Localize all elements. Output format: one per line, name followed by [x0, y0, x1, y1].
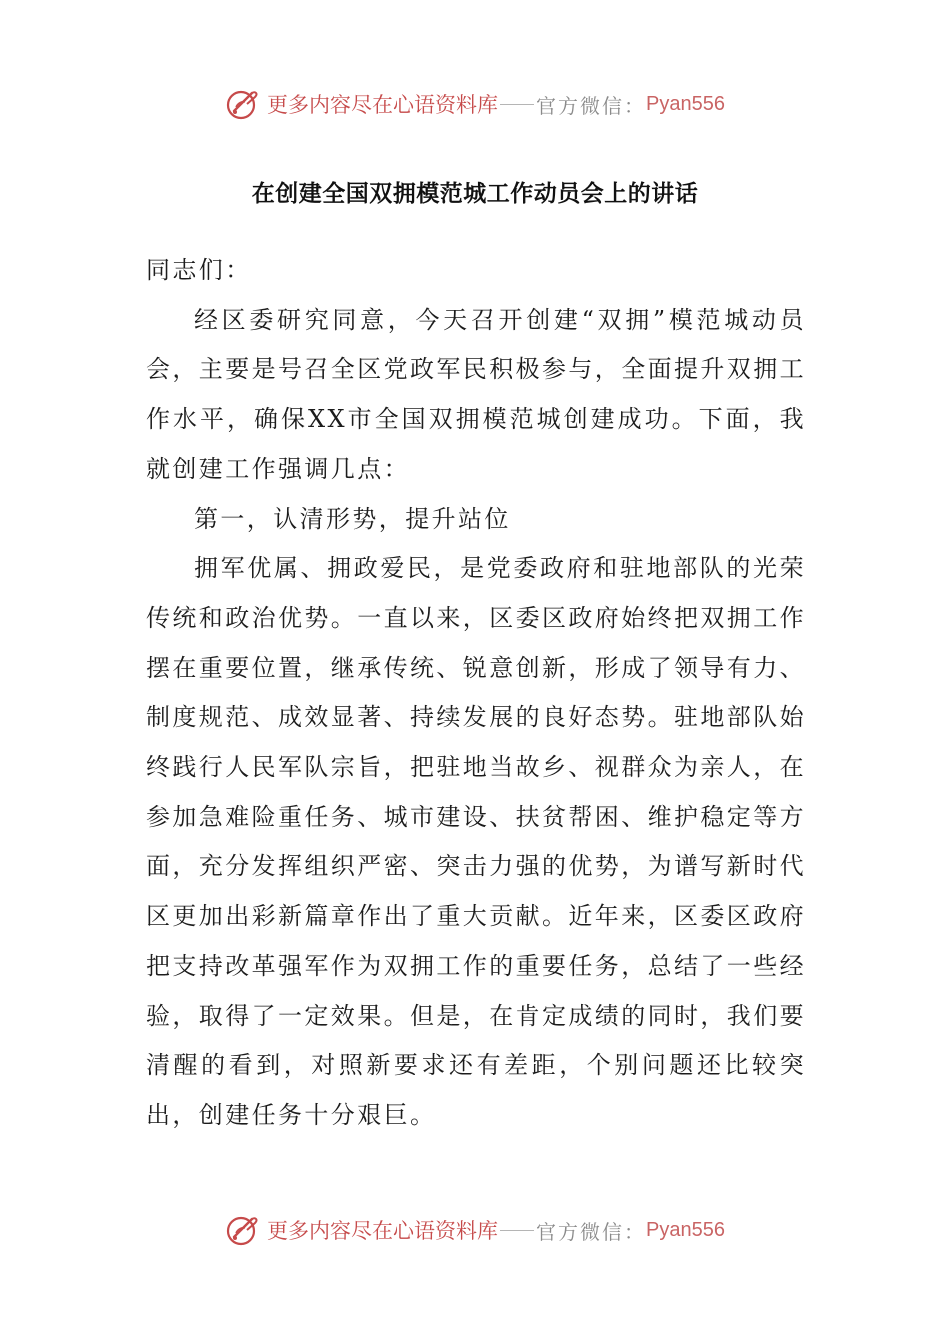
document-body: [146, 246, 806, 1141]
quill-seal-logo-icon: [225, 1212, 261, 1248]
banner-brand: 更多内容尽在心语资料库: [267, 1219, 499, 1243]
document-title: 在创建全国双拥模范城工作动员会上的讲话: [251, 181, 699, 207]
section-heading-first: 第一，认清形势，提升站位: [194, 504, 511, 533]
banner-separator: [500, 1230, 534, 1231]
salutation: 同志们：: [146, 256, 252, 284]
banner-label: 官方微信：: [536, 1219, 647, 1244]
banner-contact: Pyan556: [646, 92, 725, 115]
banner-brand: 更多内容尽在心语资料库: [267, 93, 499, 117]
paragraph-body: 拥军优属、拥政爱民，是党委政府和驻地部队的光荣传统和政治优势。一直以来，区委区政府始终把双拥工作摆在重要位置，继承传统、锐意创新，形成了领导有力、制度规范、成效显著、持续发展的良好态势。驻地部队始终践行人民军队宗旨，把驻地当故乡、视群众为亲人，在参加急难险重任务、城市建设、扶贫帮困、维护稳定等方面，充分发挥组织严密、突击力强的优势，为谱写新时代区更加出彩新篇章作出了重大贡献。近年来，区委区政府把支持改革强军作为双拥工作的重要任务，总结了一些经验，取得了一定效果。但是，在肯定成绩的同时，我们要清醒的看到，对照新要求还有差距，个别问题还比较突出，创建任务十分艰巨。: [146, 554, 806, 1129]
footer-banner: [0, 1208, 950, 1252]
banner-contact: Pyan556: [646, 1218, 725, 1241]
header-banner: [0, 82, 950, 126]
banner-separator: [500, 104, 534, 105]
quill-seal-logo-icon: [225, 86, 261, 122]
paragraph-intro: 经区委研究同意，今天召开创建“双拥”模范城动员会，主要是号召全区党政军民积极参与，全面提升双拥工作水平，确保XX市全国双拥模范城创建成功。下面，我就创建工作强调几点：: [146, 305, 806, 483]
banner-label: 官方微信：: [536, 93, 647, 118]
